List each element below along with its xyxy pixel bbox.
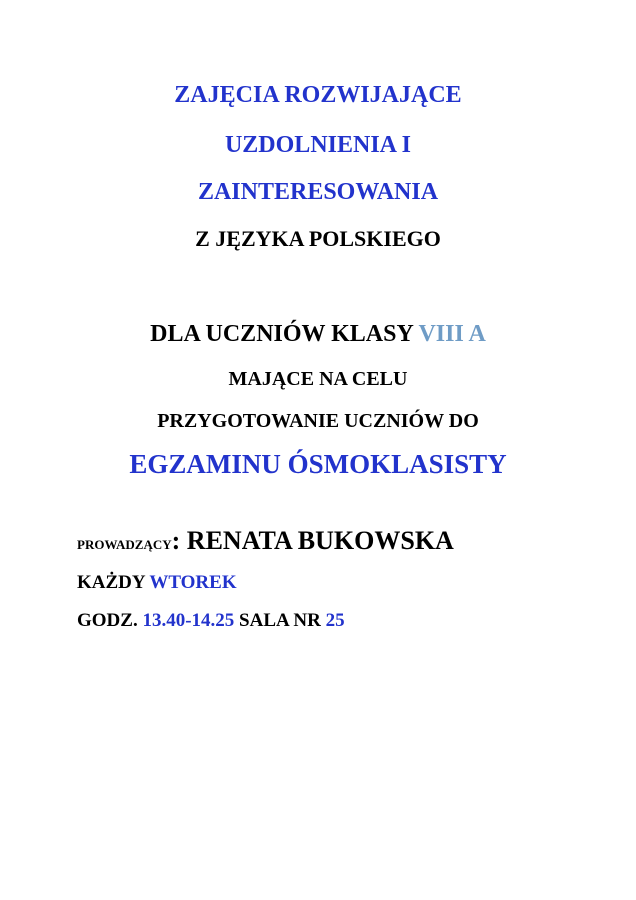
teacher-label: PROWADZĄCY — [77, 537, 172, 552]
room-value: 25 — [325, 610, 345, 631]
teacher-name: RENATA BUKOWSKA — [186, 526, 454, 555]
time-room-line — [77, 611, 345, 630]
title-line-2: UZDOLNIENIA I — [224, 132, 412, 158]
title-line-1: ZAJĘCIA ROZWIJAJĄCE — [174, 82, 462, 108]
purpose-line-1: MAJĄCE NA CELU — [228, 368, 408, 390]
exam-name: EGZAMINU ÓSMOKLASISTY — [129, 449, 507, 479]
title-line-3: ZAINTERESOWANIA — [197, 179, 439, 205]
teacher-colon: : — [171, 526, 187, 555]
room-prefix: SALA NR — [234, 610, 326, 631]
day-value: WTOREK — [149, 572, 237, 593]
day-prefix: KAŻDY — [77, 572, 150, 593]
class-name: VIII A — [418, 321, 486, 347]
subject-line: Z JĘZYKA POLSKIEGO — [195, 226, 441, 251]
time-prefix: GODZ. — [77, 610, 143, 631]
audience-prefix: DLA UCZNIÓW KLASY — [150, 321, 419, 347]
audience-line — [0, 322, 636, 346]
teacher-line — [77, 528, 454, 554]
purpose-line-2: PRZYGOTOWANIE UCZNIÓW DO — [157, 410, 479, 432]
day-line — [77, 573, 237, 592]
time-value: 13.40-14.25 — [142, 610, 235, 631]
